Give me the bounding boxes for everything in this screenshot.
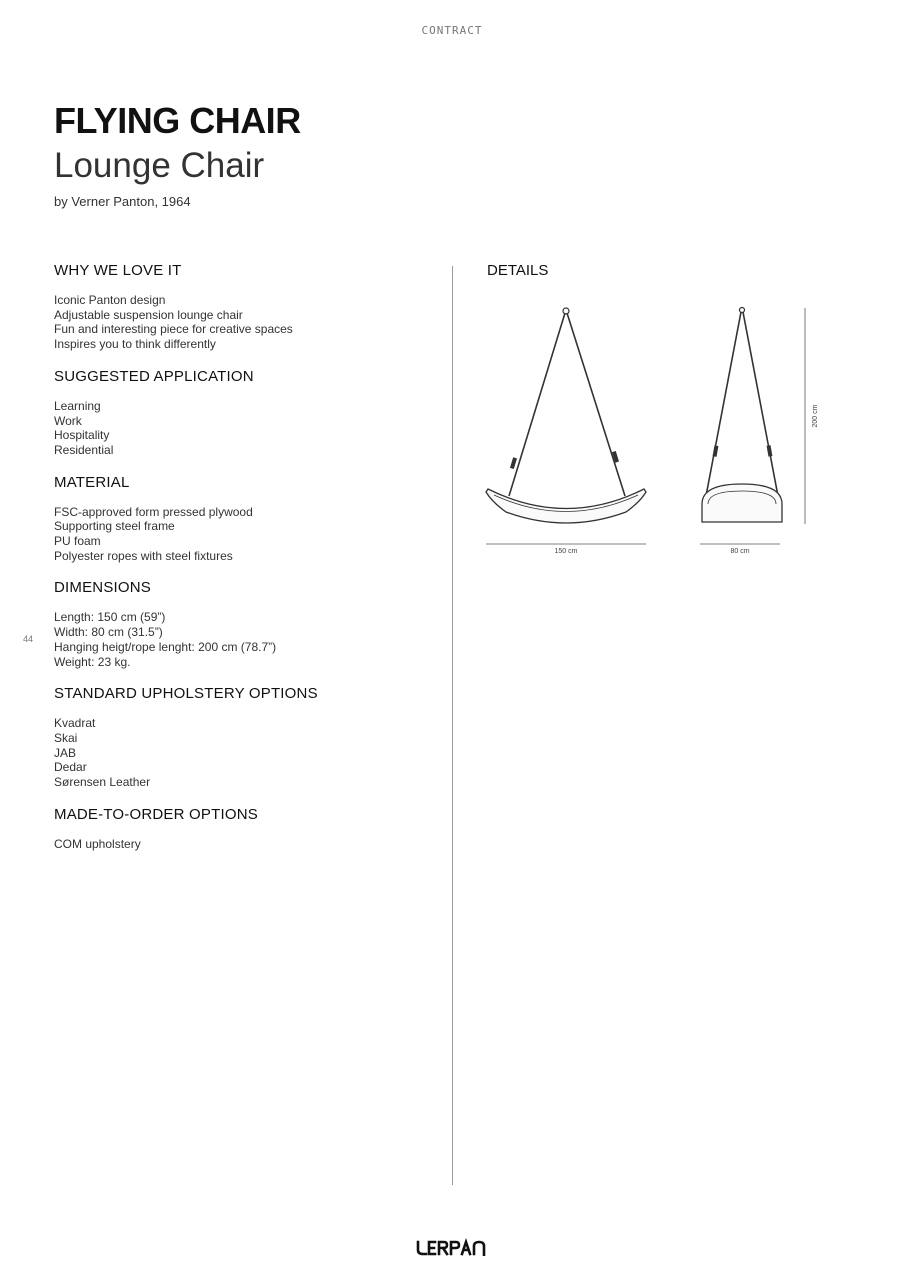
details-heading: DETAILS <box>487 262 549 279</box>
seat-profile <box>702 484 782 522</box>
section-suggested-application <box>54 368 434 458</box>
list-item: Residential <box>54 442 114 457</box>
list-item: JAB <box>54 745 77 760</box>
list-item: PU foam <box>54 534 101 549</box>
list-item: Supporting steel frame <box>54 519 175 534</box>
rope-left <box>706 312 741 496</box>
width-label: 80 cm <box>730 548 750 555</box>
list-item: Dedar <box>54 760 87 775</box>
list-item: Iconic Panton design <box>54 293 166 307</box>
section-heading: MATERIAL <box>54 473 130 491</box>
list <box>54 293 434 352</box>
hook-icon <box>740 308 745 313</box>
section-heading: STANDARD UPHOLSTERY OPTIONS <box>54 685 318 703</box>
rope-fixture <box>713 446 718 456</box>
verpan-logo-mark <box>416 1238 488 1256</box>
list-item: Sørensen Leather <box>54 775 151 790</box>
rope-fixture <box>511 458 517 468</box>
section-made-to-order <box>54 806 434 852</box>
section-material <box>54 474 434 564</box>
list <box>54 837 434 852</box>
list-item: Weight: 23 kg. <box>54 654 131 669</box>
list-item: Length: 150 cm (59”) <box>54 610 166 625</box>
section-heading: WHY WE LOVE IT <box>54 262 182 279</box>
list-item: Polyester ropes with steel fixtures <box>54 548 233 563</box>
column-divider <box>452 266 453 1185</box>
section-why-we-love-it <box>54 262 434 352</box>
list-item: Skai <box>54 730 78 745</box>
list-item: Work <box>54 413 82 428</box>
section-standard-upholstery <box>54 685 434 790</box>
list-item: Hospitality <box>54 428 110 443</box>
list <box>54 505 434 564</box>
list <box>54 716 434 790</box>
rope-left <box>509 313 565 496</box>
list-item: Learning <box>54 398 101 413</box>
specification-column <box>54 262 434 867</box>
list <box>54 610 434 669</box>
section-dimensions <box>54 579 434 669</box>
section-heading: MADE-TO-ORDER OPTIONS <box>54 805 258 823</box>
page-number: 44 <box>23 634 34 644</box>
height-label: 200 cm <box>812 404 819 428</box>
list-item: FSC-approved form pressed plywood <box>54 504 253 519</box>
list-item: Hanging heigt/rope lenght: 200 cm (78.7”) <box>54 639 277 654</box>
product-title: FLYING CHAIR <box>54 100 301 141</box>
list-item: Kvadrat <box>54 716 96 731</box>
chair-technical-drawing <box>480 300 840 565</box>
list <box>54 399 434 458</box>
list-item: Fun and interesting piece for creative spaces <box>54 322 293 337</box>
rope-right <box>567 313 625 496</box>
verpan-logo <box>0 1238 904 1261</box>
rope-fixture <box>767 446 772 456</box>
header-label: CONTRACT <box>421 24 483 37</box>
length-label: 150 cm <box>554 548 578 555</box>
list-item: Inspires you to think differently <box>54 337 216 352</box>
hook-icon <box>563 308 569 314</box>
rope-right <box>743 312 778 496</box>
list-item: Width: 80 cm (31.5”) <box>54 625 163 640</box>
section-heading: SUGGESTED APPLICATION <box>54 367 254 385</box>
list-item: Adjustable suspension lounge chair <box>54 307 243 322</box>
product-byline: by Verner Panton, 1964 <box>54 194 191 209</box>
product-subtitle: Lounge Chair <box>54 146 265 185</box>
section-heading: DIMENSIONS <box>54 579 152 597</box>
front-view-drawing <box>486 308 646 523</box>
list-item: COM upholstery <box>54 836 141 851</box>
side-view-drawing <box>702 308 782 523</box>
